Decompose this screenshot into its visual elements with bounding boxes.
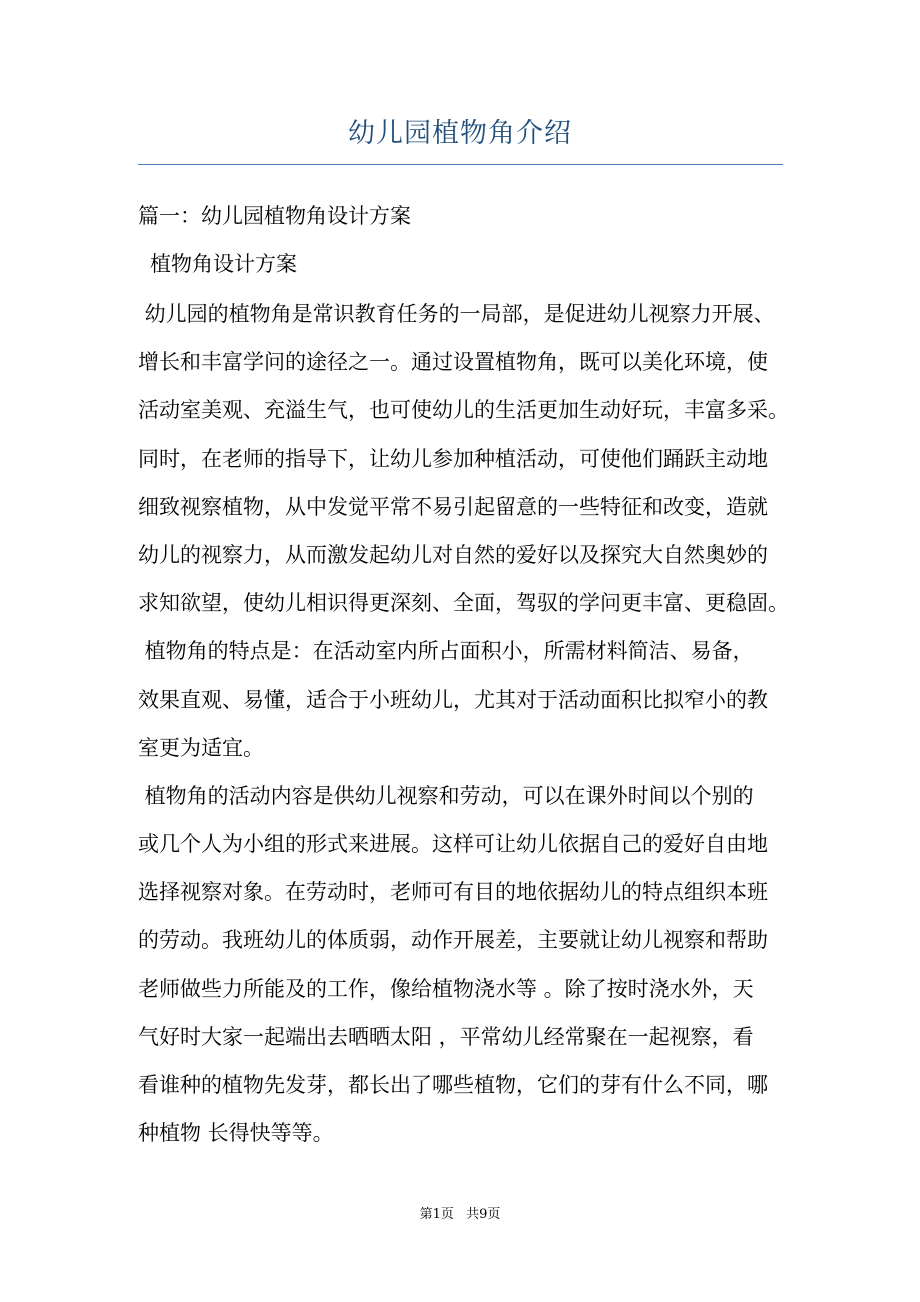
page-title: 幼儿园植物角介绍 xyxy=(348,118,572,149)
body-line: 选择视察对象。在劳动时，老师可有目的地依据幼儿的特点组织本班 xyxy=(138,880,768,905)
body-line: 幼儿园的植物角是常识教育任务的一局部，是促进幼儿视察力开展、 xyxy=(138,302,775,326)
body-line: 植物角的特点是：在活动室内所占面积小，所需材料简洁、易备， xyxy=(138,639,754,664)
body-line: 的劳动。我班幼儿的体质弱，动作开展差，主要就让幼儿视察和帮助 xyxy=(138,928,768,953)
subheading: 植物角设计方案 xyxy=(150,252,297,276)
body-line: 同时，在老师的指导下，让幼儿参加种植活动，可使他们踊跃主动地 xyxy=(138,446,768,471)
page-total: 共9页 xyxy=(466,1207,501,1222)
body-line: 老师做些力所能及的工作，像给植物浇水等 。除了按时浇水外，天 xyxy=(138,976,754,1001)
body-text xyxy=(138,290,798,1157)
body-line: 效果直观、易懂，适合于小班幼儿，尤其对于活动面积比拟窄小的教 xyxy=(138,687,768,712)
body-line: 增长和丰富学问的途径之一。通过设置植物角，既可以美化环境，使 xyxy=(138,350,768,375)
page-number: 第1页 xyxy=(419,1207,454,1222)
body-line: 或几个人为小组的形式来进展。这样可让幼儿依据自己的爱好自由地 xyxy=(138,832,768,857)
body-line: 求知欲望，使幼儿相识得更深刻、全面，驾驭的学问更丰富、更稳固。 xyxy=(138,591,789,616)
page-footer xyxy=(0,1205,920,1225)
body-line: 种植物 长得快等等。 xyxy=(138,1121,334,1146)
body-line: 细致视察植物，从中发觉平常不易引起留意的一些特征和改变，造就 xyxy=(138,494,768,519)
body-line: 气好时大家一起端出去晒晒太阳 ，平常幼儿经常聚在一起视察，看 xyxy=(138,1024,754,1049)
body-line: 活动室美观、充溢生气，也可使幼儿的生活更加生动好玩，丰富多采。 xyxy=(138,398,789,423)
body-line: 看谁种的植物先发芽，都长出了哪些植物，它们的芽有什么不同，哪 xyxy=(138,1073,768,1097)
body-line: 幼儿的视察力，从而激发起幼儿对自然的爱好以及探究大自然奥妙的 xyxy=(138,542,768,567)
body-line: 室更为适宜。 xyxy=(138,735,264,760)
section-heading: 篇一：幼儿园植物角设计方案 xyxy=(138,204,411,228)
title-divider xyxy=(138,164,783,165)
body-line: 植物角的活动内容是供幼儿视察和劳动，可以在课外时间以个别的 xyxy=(138,783,754,808)
